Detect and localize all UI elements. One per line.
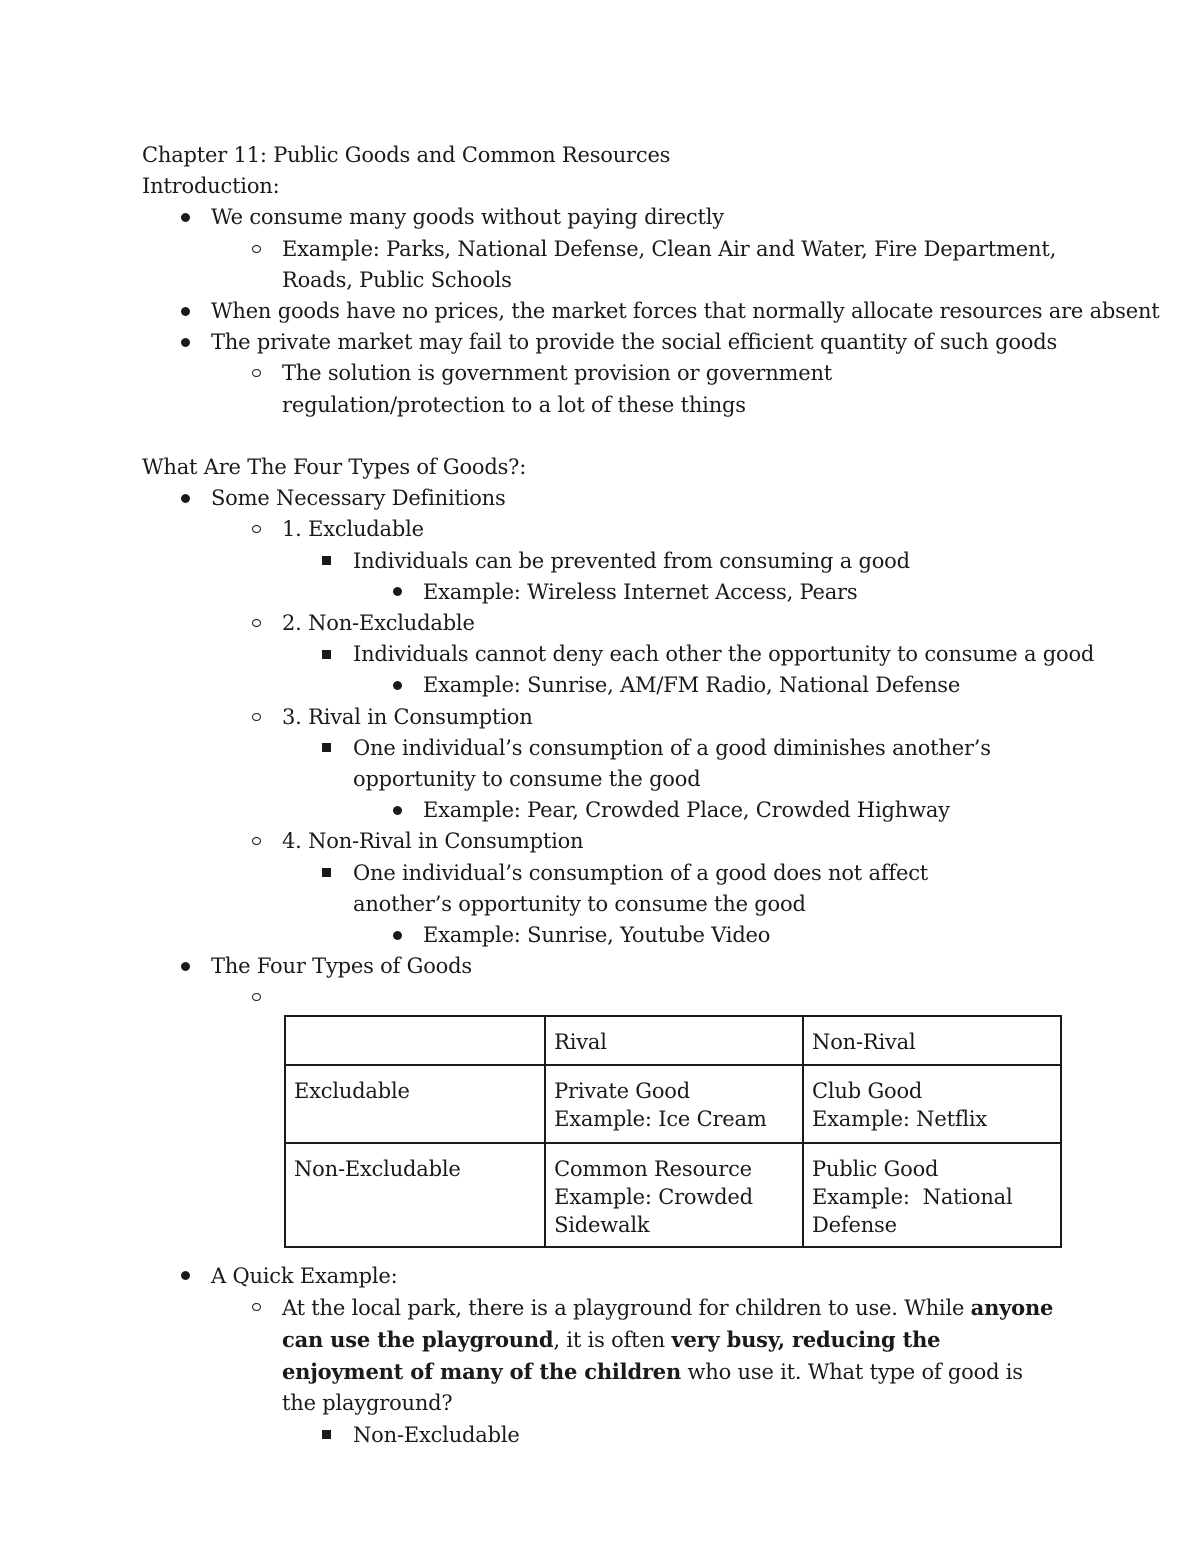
table-cell: Private Good Example: Ice Cream (545, 1065, 803, 1143)
list-item: At the local park, there is a playground for children to use. While anyone can use the playground, it is often very busy, reducing the enjoyment of many of the children who use it. What type of good is the playground? (142, 1292, 1057, 1420)
table-cell: Common Resource Example: Crowded Sidewalk (545, 1143, 803, 1247)
bullet-circle-icon (246, 514, 266, 545)
bullet-circle-icon (246, 608, 266, 639)
list-item: One individual’s consumption of a good diminishes another’s opportunity to consume the good (142, 733, 1063, 795)
list-item (142, 1420, 1062, 1451)
bullet-dot-icon (175, 296, 195, 327)
list-item: Example: Parks, National Defense, Clean Air and Water, Fire Department, Roads, Public Schools (142, 234, 1058, 296)
list-item: We consume many goods without paying directly (142, 202, 1062, 233)
list-item: 1. Excludable (142, 514, 1062, 545)
table-header-nonrival: Non-Rival (803, 1016, 1061, 1065)
list-item: The solution is government provision or government regulation/protection to a lot of these things (142, 358, 1058, 420)
row-label-excludable: Excludable (285, 1065, 545, 1143)
table-header-rival: Rival (545, 1016, 803, 1065)
bullet-circle-icon (246, 826, 266, 857)
section-heading: What Are The Four Types of Goods?: (142, 455, 527, 480)
page-title: Chapter 11: Public Goods and Common Resources (142, 143, 671, 167)
answer-text: Non-Excludable (353, 1422, 520, 1447)
bullet-square-icon (316, 858, 336, 889)
bullet-square-icon (316, 1420, 336, 1451)
intro-heading: Introduction: (142, 174, 280, 199)
bullet-dot-icon (175, 951, 195, 982)
bullet-square-icon (316, 733, 336, 764)
table-cell: Club Good Example: Netflix (803, 1065, 1061, 1143)
bullet-circle-icon (246, 358, 266, 389)
bullet-square-icon (316, 639, 336, 670)
list-item: 3. Rival in Consumption (142, 702, 1062, 733)
table-cell (285, 1016, 545, 1065)
list-item: A Quick Example: (142, 1261, 1062, 1292)
row-label-nonexcludable: Non-Excludable (285, 1143, 545, 1247)
bullet-dot-icon (175, 1261, 195, 1292)
document-page (142, 140, 1160, 1451)
bullet-dot-icon (387, 577, 407, 608)
list-item: One individual’s consumption of a good does not affect another’s opportunity to consume the good (142, 858, 983, 920)
list-item: Example: Sunrise, Youtube Video (142, 920, 1062, 951)
list-item (142, 982, 1062, 1013)
list-item: When goods have no prices, the market forces that normally allocate resources are absent (142, 296, 1062, 327)
bullet-square-icon (316, 546, 336, 577)
table-cell: Public Good Example: National Defense (803, 1143, 1061, 1247)
list-item: Individuals can be prevented from consuming a good (142, 546, 1062, 577)
list-item: Some Necessary Definitions (142, 483, 1062, 514)
table-row (285, 1065, 1061, 1143)
bullet-circle-icon (246, 234, 266, 265)
emphasis-text: very busy, reducing the enjoyment of many of the children (282, 1327, 941, 1385)
list-item: Individuals cannot deny each other the opportunity to consume a good (142, 639, 1062, 670)
bullet-dot-icon (387, 920, 407, 951)
goods-table (284, 1015, 1062, 1248)
emphasis-text: anyone can use the playground (282, 1294, 1054, 1353)
list-item: Example: Pear, Crowded Place, Crowded Highway (142, 795, 1062, 826)
bullet-dot-icon (175, 327, 195, 358)
list-item: 4. Non-Rival in Consumption (142, 826, 1062, 857)
bullet-dot-icon (387, 670, 407, 701)
bullet-circle-icon (246, 982, 266, 1013)
list-item: The Four Types of Goods (142, 951, 1062, 982)
bullet-dot-icon (175, 202, 195, 233)
list-item: Example: Sunrise, AM/FM Radio, National Defense (142, 670, 1062, 701)
bullet-circle-icon (246, 702, 266, 733)
table-row (285, 1143, 1061, 1247)
table-row (285, 1016, 1061, 1065)
list-item: Example: Wireless Internet Access, Pears (142, 577, 1062, 608)
bullet-circle-icon (246, 1292, 266, 1323)
list-item: The private market may fail to provide the social efficient quantity of such goods (142, 327, 1062, 358)
bullet-dot-icon (175, 483, 195, 514)
list-item: 2. Non-Excludable (142, 608, 1062, 639)
bullet-dot-icon (387, 795, 407, 826)
